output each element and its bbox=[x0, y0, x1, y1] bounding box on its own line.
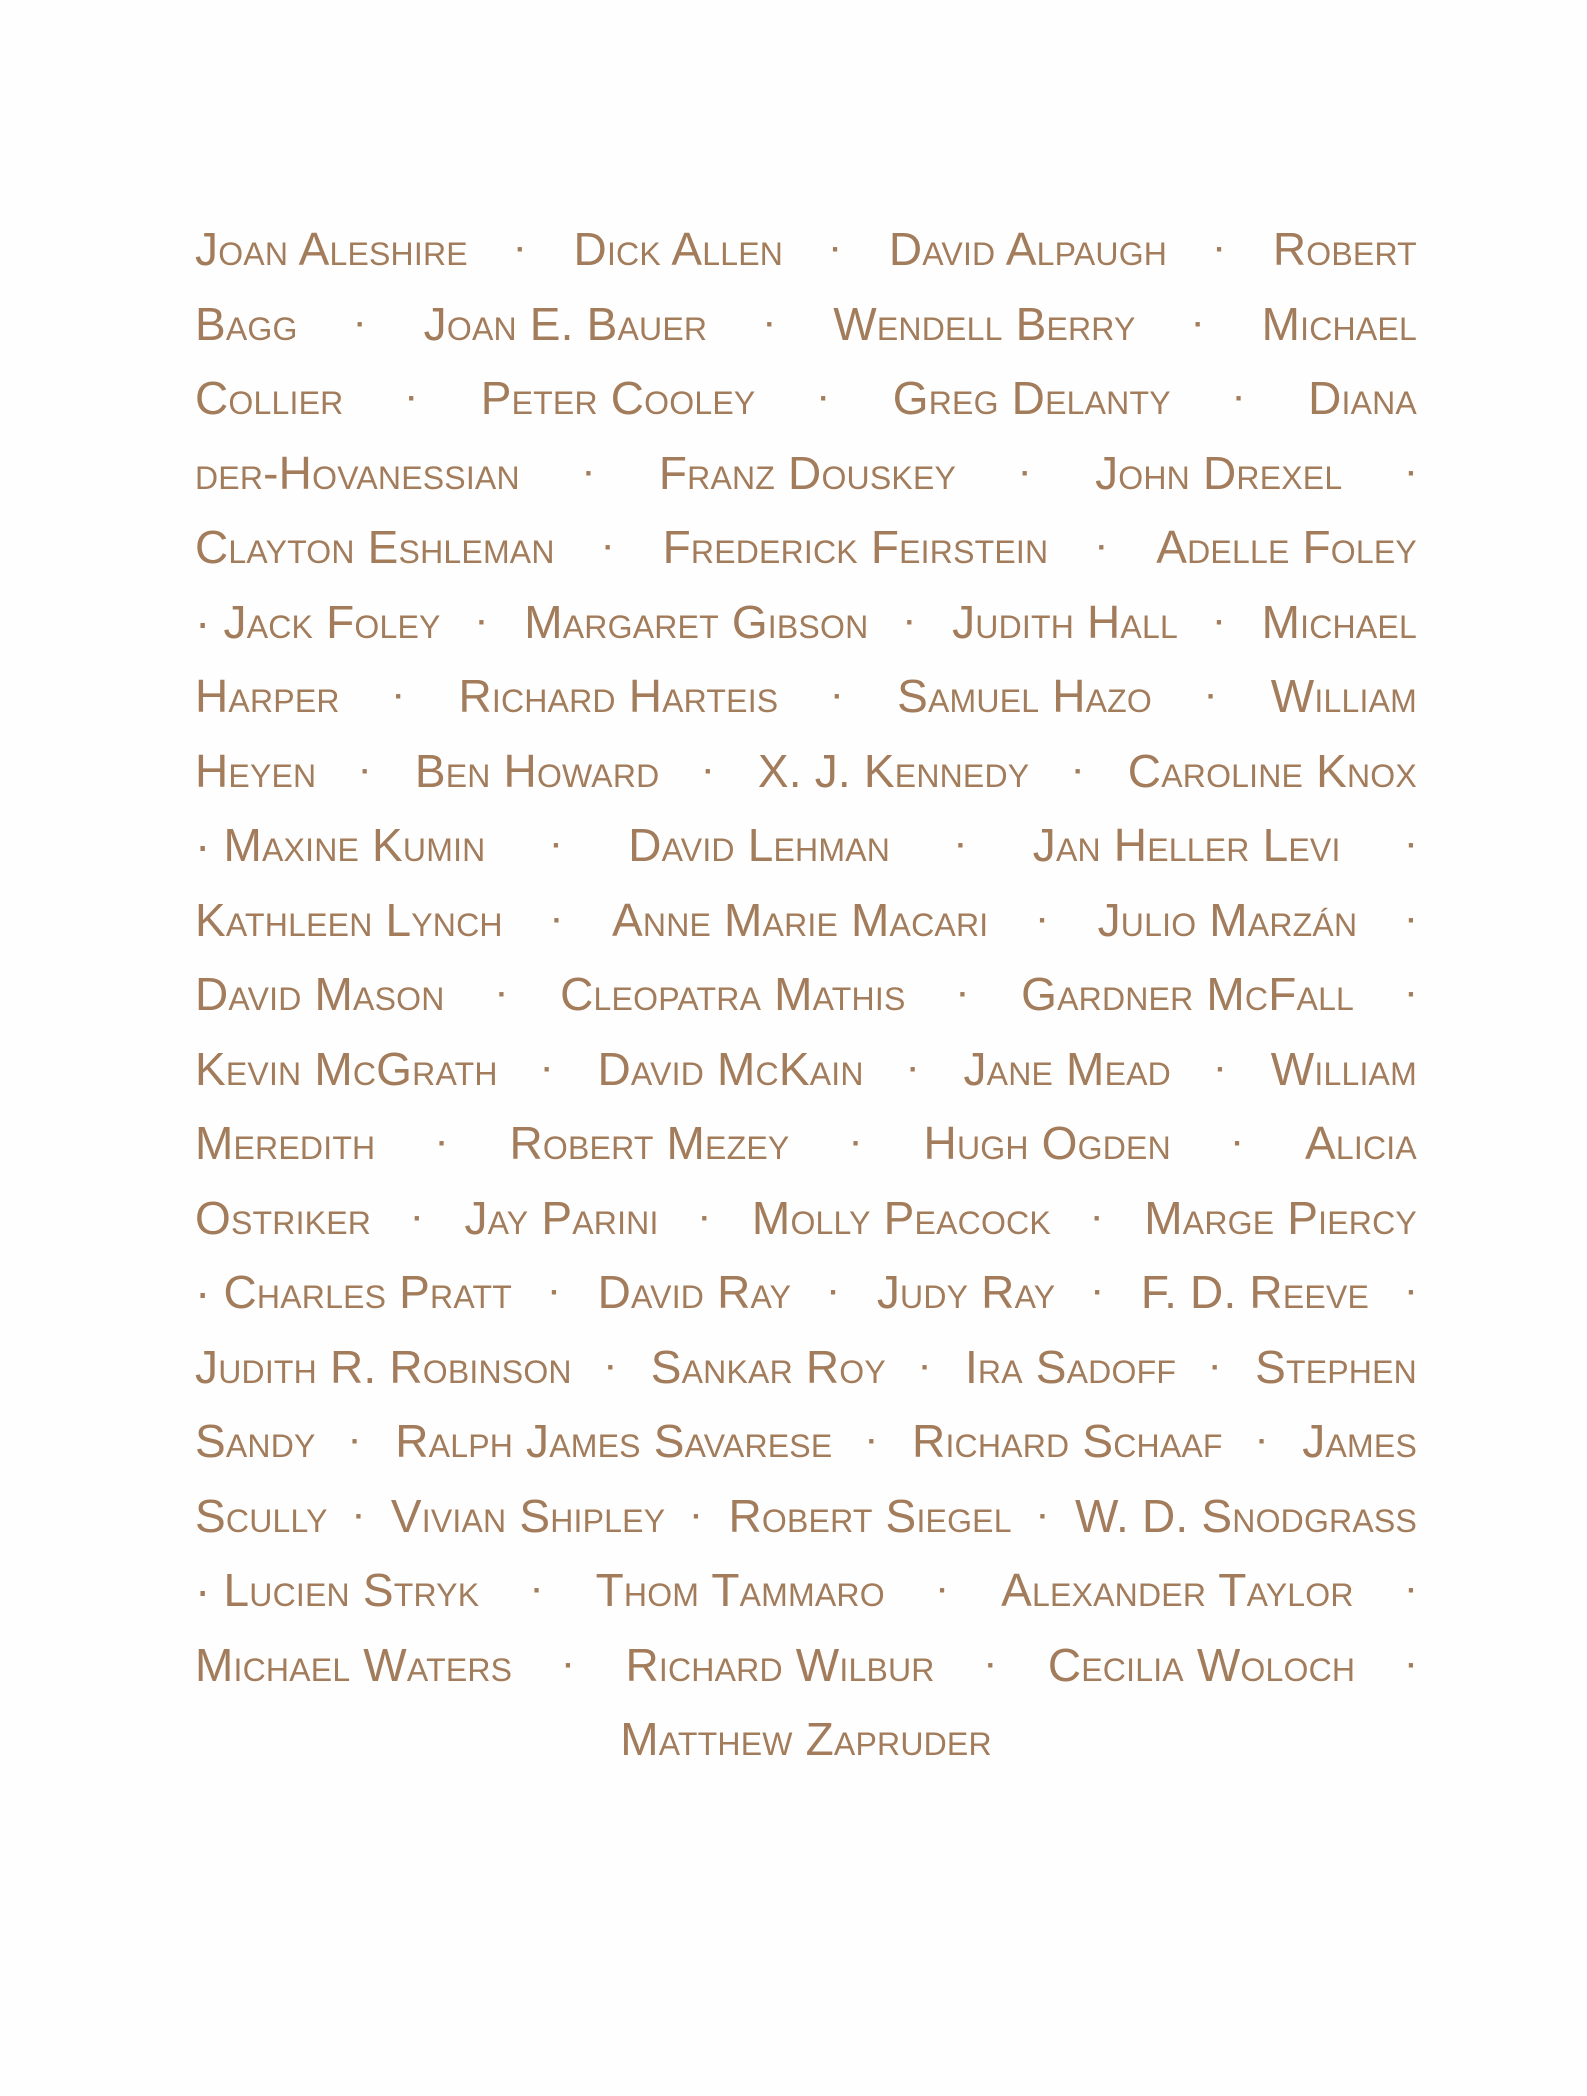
separator-dot: · bbox=[1038, 1499, 1049, 1533]
name-line bbox=[195, 1638, 1417, 1713]
poet-name: W. D. Snodgrass bbox=[1074, 1489, 1417, 1542]
poet-name: Marge Piercy bbox=[1144, 1191, 1417, 1244]
name-line bbox=[195, 1563, 1417, 1638]
poet-name: Richard Schaaf bbox=[912, 1415, 1223, 1467]
separator-dot: · bbox=[905, 605, 916, 639]
separator-dot: · bbox=[354, 1499, 365, 1533]
poet-name: Scully bbox=[195, 1489, 328, 1542]
separator-dot: · bbox=[393, 680, 405, 713]
poet-name: X. J. Kennedy bbox=[757, 744, 1030, 797]
poet-name: · Lucien Stryk bbox=[195, 1564, 480, 1616]
poet-name: David Ray bbox=[597, 1266, 792, 1318]
poet-name: Collier bbox=[195, 372, 344, 424]
poet-name: Matthew Zapruder bbox=[620, 1713, 992, 1765]
separator-dot: · bbox=[1214, 233, 1226, 266]
name-line bbox=[195, 1042, 1417, 1117]
poet-name: Peter Cooley bbox=[480, 372, 756, 424]
separator-dot: · bbox=[830, 233, 842, 266]
poet-name: Meredith bbox=[195, 1117, 376, 1169]
poet-name: Richard Wilbur bbox=[625, 1638, 935, 1691]
poet-name: Sankar Roy bbox=[650, 1340, 886, 1393]
poet-name: Adelle Foley bbox=[1156, 521, 1417, 573]
poet-name: Hugh Ogden bbox=[923, 1117, 1171, 1169]
separator-dot: · bbox=[1406, 978, 1417, 1011]
name-line bbox=[195, 1116, 1417, 1191]
poet-name: David Mason bbox=[195, 968, 445, 1020]
poet-name: Gardner McFall bbox=[1021, 968, 1355, 1020]
separator-dot: · bbox=[1214, 605, 1225, 639]
name-line bbox=[195, 744, 1417, 819]
poet-name: William bbox=[1270, 670, 1417, 722]
separator-dot: · bbox=[819, 382, 830, 415]
poet-name: Franz Douskey bbox=[658, 446, 957, 499]
separator-dot: · bbox=[563, 1648, 574, 1682]
poet-name: Joan Aleshire bbox=[195, 223, 468, 275]
poet-name: Julio Marzán bbox=[1097, 893, 1358, 946]
separator-dot: · bbox=[1406, 1648, 1417, 1682]
poet-name: Michael bbox=[1261, 595, 1417, 648]
name-line bbox=[195, 1265, 1417, 1340]
poet-name: F. D. Reeve bbox=[1140, 1266, 1370, 1318]
separator-dot: · bbox=[603, 531, 614, 564]
separator-dot: · bbox=[584, 456, 595, 490]
name-line bbox=[195, 669, 1417, 744]
poet-name: Robert Mezey bbox=[509, 1117, 790, 1169]
poet-name: Stephen bbox=[1255, 1340, 1417, 1393]
separator-dot: · bbox=[1037, 903, 1049, 937]
separator-dot: · bbox=[828, 1276, 840, 1309]
poet-name: Kathleen Lynch bbox=[195, 893, 503, 946]
name-line bbox=[195, 1712, 1417, 1787]
poet-name: Vivian Shipley bbox=[390, 1489, 666, 1542]
poet-name: Joan E. Bauer bbox=[423, 297, 708, 350]
separator-dot: · bbox=[1406, 903, 1417, 937]
poet-name: Harper bbox=[195, 670, 340, 722]
poet-name: · Jack Foley bbox=[195, 595, 441, 648]
separator-dot: · bbox=[1406, 1574, 1417, 1607]
name-line bbox=[195, 595, 1417, 670]
poet-name: Jay Parini bbox=[464, 1191, 659, 1244]
separator-dot: · bbox=[937, 1574, 949, 1607]
poet-name: Kevin McGrath bbox=[195, 1042, 498, 1095]
poet-name: Michael Waters bbox=[195, 1638, 513, 1691]
poet-name: Ralph James Savarese bbox=[395, 1415, 833, 1467]
poet-name: Judith R. Robinson bbox=[195, 1340, 572, 1393]
poet-name: Robert bbox=[1272, 223, 1417, 275]
poet-names-list bbox=[195, 222, 1417, 1787]
name-line bbox=[195, 371, 1417, 446]
separator-dot: · bbox=[551, 829, 562, 862]
name-line bbox=[195, 1340, 1417, 1415]
separator-dot: · bbox=[908, 1052, 919, 1086]
poet-name: Greg Delanty bbox=[892, 372, 1171, 424]
separator-dot: · bbox=[1406, 1276, 1417, 1309]
separator-dot: · bbox=[958, 978, 969, 1011]
name-line bbox=[195, 520, 1417, 595]
separator-dot: · bbox=[1092, 1201, 1103, 1235]
separator-dot: · bbox=[1232, 1127, 1244, 1160]
name-line bbox=[195, 222, 1417, 297]
poet-name: Ostriker bbox=[195, 1191, 372, 1244]
name-line bbox=[195, 1191, 1417, 1266]
name-line bbox=[195, 1489, 1417, 1564]
separator-dot: · bbox=[1020, 456, 1031, 490]
name-line bbox=[195, 893, 1417, 968]
separator-dot: · bbox=[437, 1127, 448, 1160]
separator-dot: · bbox=[549, 1276, 560, 1309]
name-line bbox=[195, 967, 1417, 1042]
poet-name: Thom Tammaro bbox=[595, 1564, 885, 1616]
separator-dot: · bbox=[1073, 754, 1084, 788]
poet-name: John Drexel bbox=[1095, 446, 1343, 499]
separator-dot: · bbox=[542, 1052, 553, 1086]
poet-name: Samuel Hazo bbox=[897, 670, 1153, 722]
separator-dot: · bbox=[851, 1127, 862, 1160]
poet-name: Alexander Taylor bbox=[1001, 1564, 1354, 1616]
separator-dot: · bbox=[956, 829, 967, 862]
poet-name: Judith Hall bbox=[952, 595, 1178, 648]
poet-name: Frederick Feirstein bbox=[662, 521, 1049, 573]
poet-name: Jane Mead bbox=[963, 1042, 1171, 1095]
separator-dot: · bbox=[412, 1201, 423, 1235]
separator-dot: · bbox=[497, 978, 508, 1011]
poet-name: Cleopatra Mathis bbox=[560, 968, 906, 1020]
poet-name: James bbox=[1302, 1415, 1417, 1467]
separator-dot: · bbox=[920, 1350, 931, 1384]
separator-dot: · bbox=[1257, 1425, 1268, 1458]
poet-name: Anne Marie Macari bbox=[612, 893, 989, 946]
poet-name: Heyen bbox=[195, 744, 317, 797]
separator-dot: · bbox=[691, 1499, 702, 1533]
poet-name: Margaret Gibson bbox=[524, 595, 869, 648]
poet-name: Wendell Berry bbox=[833, 297, 1136, 350]
separator-dot: · bbox=[515, 233, 526, 266]
name-line bbox=[195, 297, 1417, 372]
poet-name: Judy Ray bbox=[876, 1266, 1056, 1318]
separator-dot: · bbox=[1406, 829, 1417, 862]
separator-dot: · bbox=[477, 605, 488, 639]
poet-name: Ben Howard bbox=[414, 744, 660, 797]
separator-dot: · bbox=[606, 1350, 617, 1384]
name-line bbox=[195, 1414, 1417, 1489]
poet-name: der-Hovanessian bbox=[195, 446, 520, 499]
separator-dot: · bbox=[1097, 531, 1108, 564]
separator-dot: · bbox=[700, 1201, 711, 1235]
separator-dot: · bbox=[867, 1425, 878, 1458]
separator-dot: · bbox=[832, 680, 843, 713]
poet-name: Molly Peacock bbox=[751, 1191, 1051, 1244]
separator-dot: · bbox=[532, 1574, 543, 1607]
separator-dot: · bbox=[1206, 680, 1217, 713]
poet-name: Bagg bbox=[195, 297, 298, 350]
poet-name: Dick Allen bbox=[573, 223, 784, 275]
separator-dot: · bbox=[552, 903, 563, 937]
poet-name: Robert Siegel bbox=[728, 1489, 1012, 1542]
separator-dot: · bbox=[360, 754, 371, 788]
separator-dot: · bbox=[355, 307, 366, 341]
poet-name: Diana bbox=[1308, 372, 1417, 424]
name-line bbox=[195, 446, 1417, 521]
poet-name: · Charles Pratt bbox=[195, 1266, 512, 1318]
poet-name: Michael bbox=[1261, 297, 1417, 350]
poet-name: Jan Heller Levi bbox=[1032, 819, 1341, 871]
separator-dot: · bbox=[703, 754, 714, 788]
separator-dot: · bbox=[1210, 1350, 1221, 1384]
poet-name: Richard Harteis bbox=[458, 670, 779, 722]
poet-name: Caroline Knox bbox=[1127, 744, 1417, 797]
poet-name: David Lehman bbox=[628, 819, 891, 871]
separator-dot: · bbox=[1234, 382, 1245, 415]
poet-name: · Maxine Kumin bbox=[195, 819, 486, 871]
poet-name: Ira Sadoff bbox=[964, 1340, 1177, 1393]
separator-dot: · bbox=[1406, 456, 1417, 490]
separator-dot: · bbox=[986, 1648, 997, 1682]
poet-name: Clayton Eshleman bbox=[195, 521, 555, 573]
poet-name: Cecilia Woloch bbox=[1047, 1638, 1356, 1691]
separator-dot: · bbox=[1215, 1052, 1226, 1086]
separator-dot: · bbox=[765, 307, 776, 341]
poet-name: David McKain bbox=[597, 1042, 864, 1095]
poet-name: Sandy bbox=[195, 1415, 316, 1467]
name-line bbox=[195, 818, 1417, 893]
separator-dot: · bbox=[1092, 1276, 1104, 1309]
separator-dot: · bbox=[350, 1425, 361, 1458]
poet-name: William bbox=[1270, 1042, 1417, 1095]
poet-name: Alicia bbox=[1305, 1117, 1417, 1169]
poet-name: David Alpaugh bbox=[888, 223, 1168, 275]
separator-dot: · bbox=[407, 382, 418, 415]
separator-dot: · bbox=[1193, 307, 1204, 341]
